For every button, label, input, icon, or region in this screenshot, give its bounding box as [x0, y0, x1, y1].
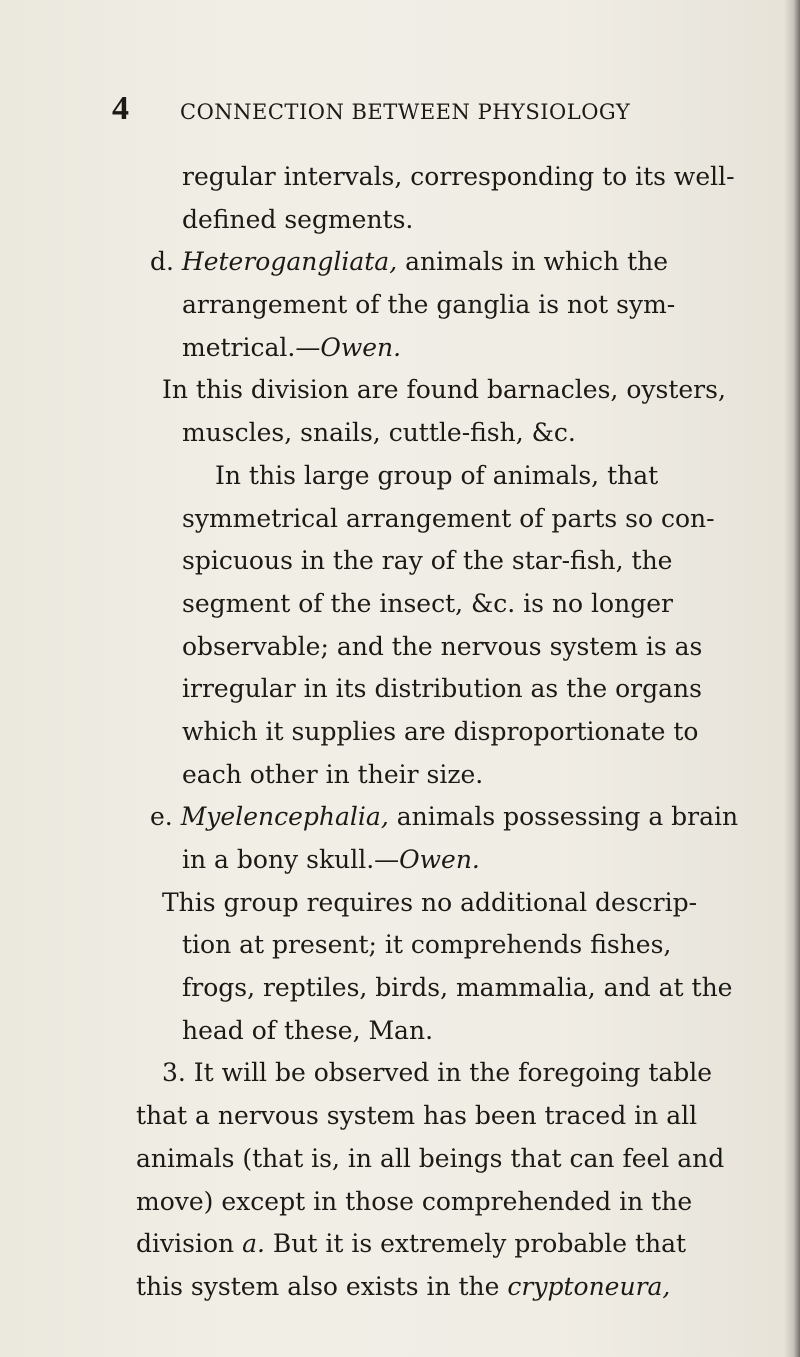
text-line: move) except in those comprehended in the	[136, 1186, 693, 1216]
text-line: head of these, Man.	[182, 1015, 434, 1045]
text-line: frogs, reptiles, birds, mammalia, and at the	[182, 973, 733, 1003]
page-edge-shadow	[784, 0, 800, 1357]
text-line: defined segments.	[182, 204, 414, 234]
text-line: this system also exists in the cryptoneura,	[136, 1271, 671, 1301]
text-line: In this division are found barnacles, oysters,	[162, 375, 726, 405]
text-line: muscles, snails, cuttle-fish, &c.	[182, 418, 576, 448]
page-number: 4	[112, 90, 129, 127]
text-line: segment of the insect, &c. is no longer	[182, 588, 673, 618]
text-line: symmetrical arrangement of parts so con-	[182, 503, 715, 533]
running-header: CONNECTION BETWEEN PHYSIOLOGY	[180, 100, 631, 124]
text-line: division a. But it is extremely probable that	[136, 1229, 687, 1259]
text-line: spicuous in the ray of the star-fish, the	[182, 546, 673, 576]
text-line: irregular in its distribution as the organs	[182, 674, 702, 704]
text-line: observable; and the nervous system is as	[182, 631, 703, 661]
text-line: 3. It will be observed in the foregoing table	[162, 1058, 713, 1088]
body-text	[136, 156, 760, 1309]
text-line: that a nervous system has been traced in all	[136, 1101, 698, 1131]
text-line: which it supplies are disproportionate to	[182, 716, 699, 746]
text-line: metrical.—Owen.	[182, 332, 402, 362]
text-line: tion at present; it comprehends fishes,	[182, 930, 672, 960]
text-line: regular intervals, corresponding to its well-	[182, 162, 735, 191]
text-line: e. Myelencephalia, animals possessing a brain	[150, 802, 739, 832]
text-line: In this large group of animals, that	[215, 460, 659, 490]
text-line: each other in their size.	[182, 759, 484, 789]
text-line: This group requires no additional descrip-	[162, 887, 698, 917]
text-line: animals (that is, in all beings that can feel and	[136, 1143, 725, 1173]
text-line: in a bony skull.—Owen.	[182, 845, 480, 874]
text-line: arrangement of the ganglia is not sym-	[182, 290, 676, 320]
text-line: d. Heterogangliata, animals in which the	[150, 247, 669, 277]
